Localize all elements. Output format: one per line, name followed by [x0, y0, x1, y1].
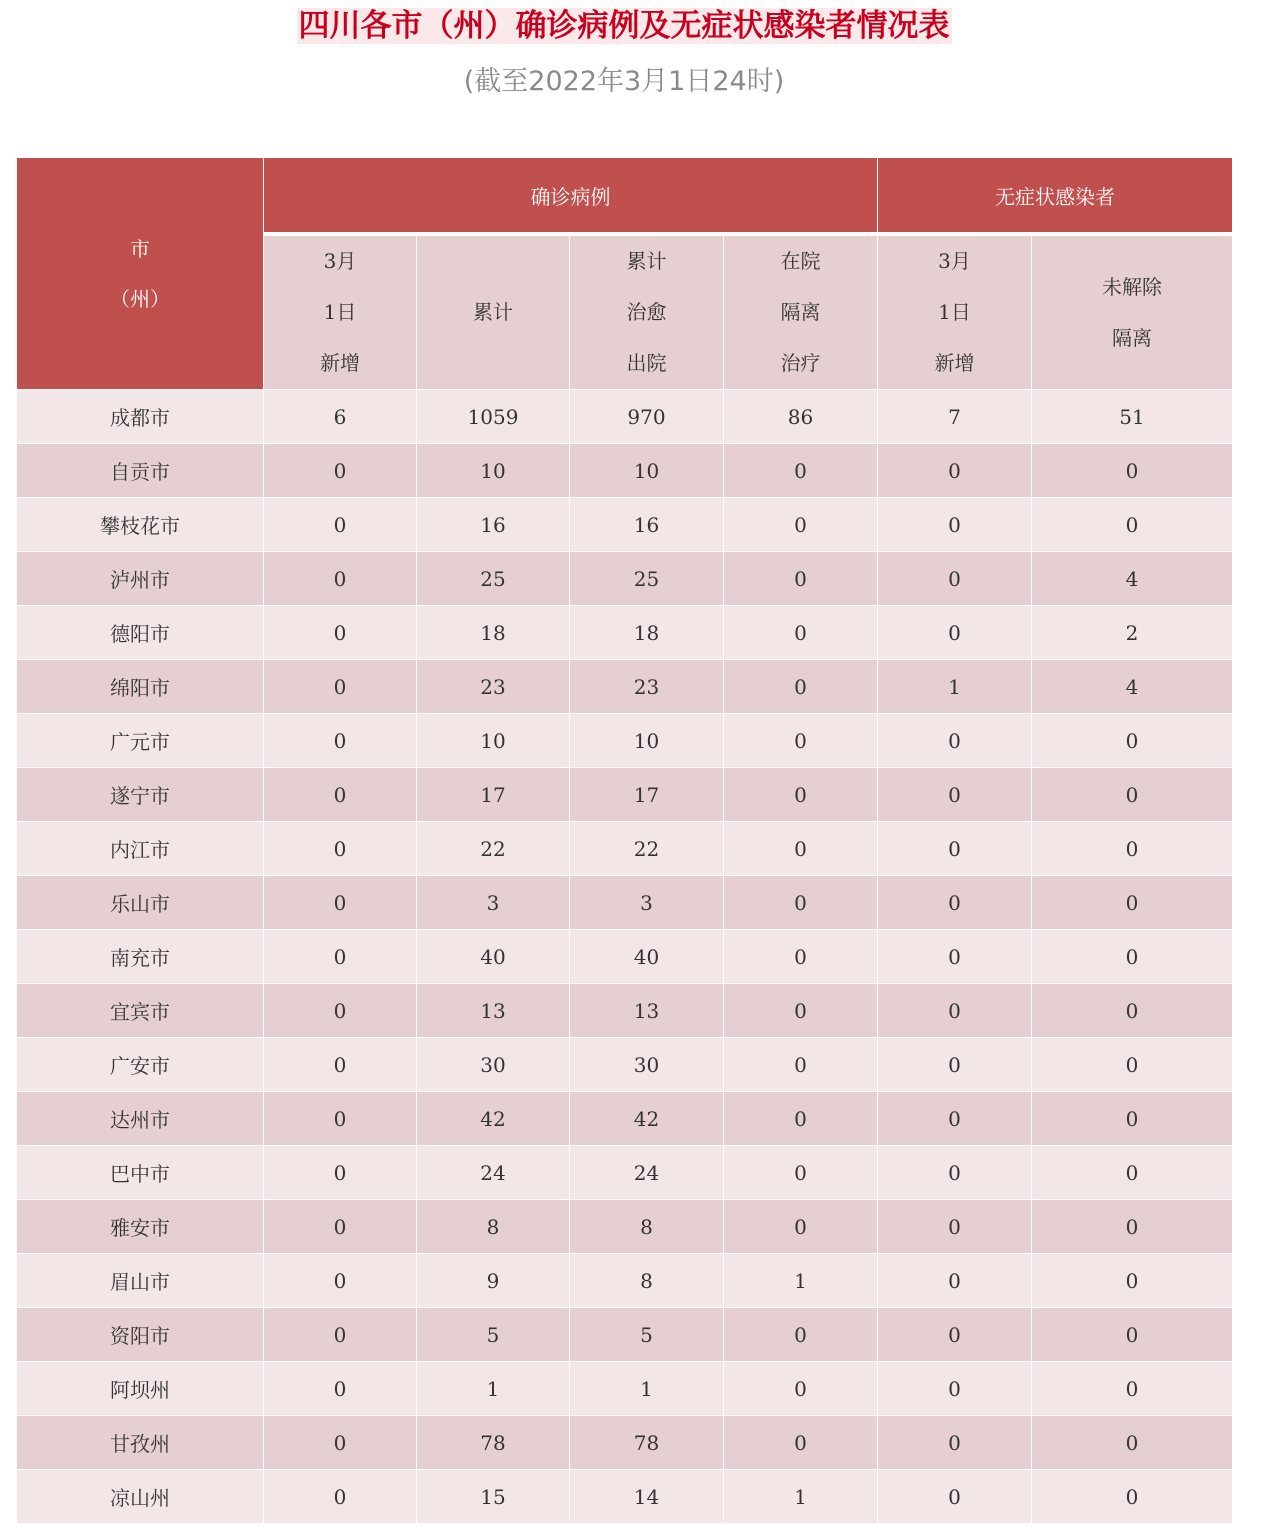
table-row [17, 444, 1233, 498]
table-row [17, 984, 1233, 1038]
cell-unreleased-isolation: 0 [1032, 498, 1233, 552]
cell-new-confirmed: 0 [264, 1092, 417, 1146]
cell-city: 乐山市 [17, 876, 264, 930]
cell-new-asymptomatic: 0 [878, 768, 1032, 822]
cell-city: 成都市 [17, 390, 264, 444]
cell-cured: 22 [570, 822, 724, 876]
cell-unreleased-isolation: 51 [1032, 390, 1233, 444]
header-line: 在院 [780, 249, 821, 273]
cell-total: 1059 [417, 390, 570, 444]
header-line: 治疗 [780, 351, 821, 375]
cell-new-confirmed: 0 [264, 552, 417, 606]
table-row [17, 876, 1233, 930]
cell-in-hospital: 0 [724, 1416, 878, 1470]
cell-new-asymptomatic: 0 [878, 822, 1032, 876]
table-row [17, 498, 1233, 552]
table-row [17, 1200, 1233, 1254]
cell-in-hospital: 0 [724, 444, 878, 498]
header-line: 3月 [938, 249, 971, 273]
cell-new-asymptomatic: 0 [878, 1470, 1032, 1524]
header-asymptomatic-group: 无症状感染者 [878, 158, 1233, 235]
cell-new-confirmed: 0 [264, 1146, 417, 1200]
table-row [17, 1308, 1233, 1362]
cell-city: 攀枝花市 [17, 498, 264, 552]
cell-city: 德阳市 [17, 606, 264, 660]
cell-cured: 8 [570, 1200, 724, 1254]
cell-new-confirmed: 0 [264, 1254, 417, 1308]
table-row [17, 822, 1233, 876]
cell-new-confirmed: 0 [264, 714, 417, 768]
cell-city: 甘孜州 [17, 1416, 264, 1470]
cell-cured: 5 [570, 1308, 724, 1362]
cell-new-asymptomatic: 7 [878, 390, 1032, 444]
header-cured [570, 234, 724, 390]
cell-new-asymptomatic: 1 [878, 660, 1032, 714]
header-confirmed-group: 确诊病例 [264, 158, 878, 235]
cell-new-confirmed: 0 [264, 1308, 417, 1362]
header-unreleased-isolation [1032, 234, 1233, 390]
cell-new-asymptomatic: 0 [878, 552, 1032, 606]
cell-unreleased-isolation: 4 [1032, 660, 1233, 714]
header-city-line: 市 [130, 236, 150, 261]
cell-city: 绵阳市 [17, 660, 264, 714]
cell-total: 13 [417, 984, 570, 1038]
cell-total: 1 [417, 1362, 570, 1416]
table-row [17, 1470, 1233, 1524]
cell-cured: 10 [570, 444, 724, 498]
table-row [17, 552, 1233, 606]
cell-total: 42 [417, 1092, 570, 1146]
cell-cured: 17 [570, 768, 724, 822]
cell-unreleased-isolation: 0 [1032, 444, 1233, 498]
header-line: 1日 [938, 300, 971, 324]
cell-city: 巴中市 [17, 1146, 264, 1200]
cell-city: 凉山州 [17, 1470, 264, 1524]
cell-total: 9 [417, 1254, 570, 1308]
cell-cured: 3 [570, 876, 724, 930]
cell-total: 40 [417, 930, 570, 984]
table-header [17, 158, 1233, 390]
cell-in-hospital: 0 [724, 1308, 878, 1362]
cell-city: 内江市 [17, 822, 264, 876]
cell-cured: 13 [570, 984, 724, 1038]
header-new-confirmed [264, 234, 417, 390]
cell-total: 78 [417, 1416, 570, 1470]
cell-in-hospital: 0 [724, 1038, 878, 1092]
cell-new-asymptomatic: 0 [878, 1146, 1032, 1200]
table-row [17, 714, 1233, 768]
cell-unreleased-isolation: 0 [1032, 822, 1233, 876]
cell-city: 阿坝州 [17, 1362, 264, 1416]
cell-unreleased-isolation: 2 [1032, 606, 1233, 660]
cell-cured: 10 [570, 714, 724, 768]
table-row [17, 1038, 1233, 1092]
cell-in-hospital: 0 [724, 714, 878, 768]
cell-cured: 16 [570, 498, 724, 552]
cell-total: 24 [417, 1146, 570, 1200]
cell-in-hospital: 0 [724, 768, 878, 822]
cell-unreleased-isolation: 0 [1032, 1308, 1233, 1362]
cell-new-confirmed: 0 [264, 1470, 417, 1524]
cell-new-asymptomatic: 0 [878, 876, 1032, 930]
cell-new-asymptomatic: 0 [878, 714, 1032, 768]
cell-cured: 1 [570, 1362, 724, 1416]
cell-total: 25 [417, 552, 570, 606]
cell-new-asymptomatic: 0 [878, 498, 1032, 552]
table-row [17, 1254, 1233, 1308]
cell-city: 南充市 [17, 930, 264, 984]
cell-in-hospital: 0 [724, 1200, 878, 1254]
header-line: 1日 [323, 300, 357, 324]
cell-unreleased-isolation: 0 [1032, 1416, 1233, 1470]
cell-unreleased-isolation: 0 [1032, 1362, 1233, 1416]
cell-total: 30 [417, 1038, 570, 1092]
cell-in-hospital: 0 [724, 660, 878, 714]
header-line: 新增 [934, 351, 975, 375]
header-in-hospital [724, 234, 878, 390]
cell-new-confirmed: 0 [264, 930, 417, 984]
header-line: 累计 [473, 300, 513, 324]
cell-city: 自贡市 [17, 444, 264, 498]
cell-total: 5 [417, 1308, 570, 1362]
cell-new-asymptomatic: 0 [878, 1308, 1032, 1362]
cell-unreleased-isolation: 0 [1032, 714, 1233, 768]
cell-new-asymptomatic: 0 [878, 984, 1032, 1038]
cell-new-asymptomatic: 0 [878, 1038, 1032, 1092]
page-title [0, 4, 1248, 48]
table-row [17, 768, 1233, 822]
cell-city: 雅安市 [17, 1200, 264, 1254]
cell-city: 达州市 [17, 1092, 264, 1146]
table-body [17, 390, 1233, 1524]
cell-unreleased-isolation: 0 [1032, 1470, 1233, 1524]
header-line: 出院 [626, 351, 667, 375]
cell-city: 眉山市 [17, 1254, 264, 1308]
cell-in-hospital: 0 [724, 984, 878, 1038]
cell-new-confirmed: 0 [264, 984, 417, 1038]
cell-new-confirmed: 0 [264, 660, 417, 714]
cell-new-confirmed: 0 [264, 1416, 417, 1470]
header-line: 隔离 [780, 300, 821, 324]
cell-in-hospital: 1 [724, 1470, 878, 1524]
page-subtitle: (截至2022年3月1日24时) [463, 66, 785, 97]
cell-in-hospital: 0 [724, 606, 878, 660]
table-row [17, 1416, 1233, 1470]
cell-total: 10 [417, 714, 570, 768]
cell-total: 23 [417, 660, 570, 714]
cell-in-hospital: 0 [724, 552, 878, 606]
cell-city: 宜宾市 [17, 984, 264, 1038]
header-city-line: （州） [110, 286, 170, 311]
table-row [17, 606, 1233, 660]
cell-city: 广安市 [17, 1038, 264, 1092]
cell-in-hospital: 0 [724, 498, 878, 552]
cell-new-asymptomatic: 0 [878, 606, 1032, 660]
cell-unreleased-isolation: 0 [1032, 1038, 1233, 1092]
cell-new-confirmed: 0 [264, 1362, 417, 1416]
cell-unreleased-isolation: 0 [1032, 1146, 1233, 1200]
cell-total: 17 [417, 768, 570, 822]
cell-new-confirmed: 0 [264, 1200, 417, 1254]
cell-new-asymptomatic: 0 [878, 1200, 1032, 1254]
cell-in-hospital: 0 [724, 822, 878, 876]
cell-cured: 970 [570, 390, 724, 444]
cell-total: 16 [417, 498, 570, 552]
cell-cured: 78 [570, 1416, 724, 1470]
cell-new-asymptomatic: 0 [878, 1092, 1032, 1146]
cell-in-hospital: 0 [724, 1092, 878, 1146]
header-line: 未解除 [1102, 274, 1162, 299]
cell-cured: 42 [570, 1092, 724, 1146]
cell-city: 遂宁市 [17, 768, 264, 822]
cell-cured: 14 [570, 1470, 724, 1524]
cell-in-hospital: 0 [724, 1362, 878, 1416]
cell-new-confirmed: 0 [264, 444, 417, 498]
cell-unreleased-isolation: 0 [1032, 768, 1233, 822]
cell-total: 10 [417, 444, 570, 498]
cell-new-confirmed: 0 [264, 876, 417, 930]
page-title-text: 四川各市（州）确诊病例及无症状感染者情况表 [298, 8, 950, 44]
cell-new-confirmed: 0 [264, 822, 417, 876]
table-row [17, 660, 1233, 714]
cell-unreleased-isolation: 4 [1032, 552, 1233, 606]
cell-in-hospital: 0 [724, 930, 878, 984]
cell-cured: 40 [570, 930, 724, 984]
table-row [17, 1362, 1233, 1416]
cell-total: 3 [417, 876, 570, 930]
cell-in-hospital: 0 [724, 1146, 878, 1200]
cell-cured: 18 [570, 606, 724, 660]
cell-new-asymptomatic: 0 [878, 1254, 1032, 1308]
cell-unreleased-isolation: 0 [1032, 984, 1233, 1038]
cell-in-hospital: 86 [724, 390, 878, 444]
cell-cured: 24 [570, 1146, 724, 1200]
cell-city: 广元市 [17, 714, 264, 768]
cell-new-confirmed: 0 [264, 606, 417, 660]
cell-total: 8 [417, 1200, 570, 1254]
cell-new-asymptomatic: 0 [878, 1416, 1032, 1470]
cell-new-confirmed: 6 [264, 390, 417, 444]
cell-unreleased-isolation: 0 [1032, 876, 1233, 930]
cell-new-confirmed: 0 [264, 1038, 417, 1092]
cell-in-hospital: 0 [724, 876, 878, 930]
cell-total: 18 [417, 606, 570, 660]
cell-unreleased-isolation: 0 [1032, 1092, 1233, 1146]
cell-unreleased-isolation: 0 [1032, 930, 1233, 984]
header-line: 累计 [626, 249, 667, 273]
cell-cured: 30 [570, 1038, 724, 1092]
cell-new-asymptomatic: 0 [878, 1362, 1032, 1416]
cell-cured: 25 [570, 552, 724, 606]
cell-new-confirmed: 0 [264, 498, 417, 552]
cell-total: 15 [417, 1470, 570, 1524]
header-line: 新增 [320, 351, 360, 375]
table-row [17, 930, 1233, 984]
cell-cured: 8 [570, 1254, 724, 1308]
header-line: 3月 [323, 249, 357, 273]
cell-new-confirmed: 0 [264, 768, 417, 822]
header-total [417, 234, 570, 390]
cell-city: 泸州市 [17, 552, 264, 606]
table-row [17, 390, 1233, 444]
table-row [17, 1146, 1233, 1200]
cell-city: 资阳市 [17, 1308, 264, 1362]
header-city [17, 158, 264, 390]
header-line: 治愈 [626, 300, 667, 324]
case-table [16, 157, 1233, 1524]
table-row [17, 1092, 1233, 1146]
cell-in-hospital: 1 [724, 1254, 878, 1308]
cell-cured: 23 [570, 660, 724, 714]
cell-unreleased-isolation: 0 [1032, 1254, 1233, 1308]
header-line: 隔离 [1112, 325, 1152, 350]
cell-unreleased-isolation: 0 [1032, 1200, 1233, 1254]
cell-new-asymptomatic: 0 [878, 930, 1032, 984]
header-new-asymptomatic [878, 234, 1032, 390]
cell-total: 22 [417, 822, 570, 876]
cell-new-asymptomatic: 0 [878, 444, 1032, 498]
header-row-1 [17, 158, 1233, 235]
